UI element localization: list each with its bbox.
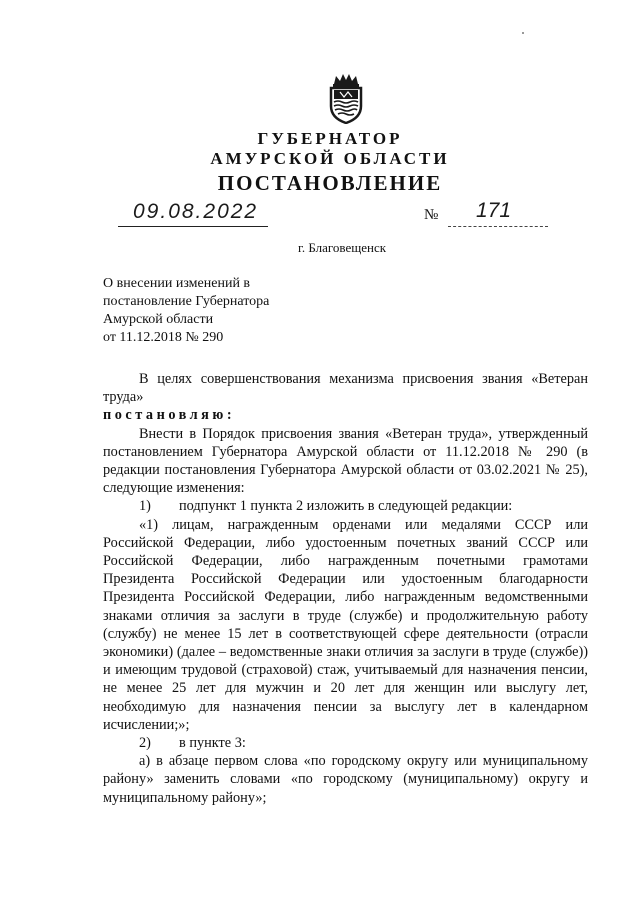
date-underline <box>118 226 268 227</box>
document-date: 09.08.2022 <box>133 200 259 223</box>
item-number: 1) <box>139 498 151 515</box>
scan-speck <box>522 32 524 34</box>
subject-line: Амурской области <box>103 312 214 327</box>
decree-word: постановляю: <box>103 407 236 424</box>
issuer-region: АМУРСКОЙ ОБЛАСТИ <box>210 149 450 168</box>
item-2 <box>103 734 588 752</box>
number-underline <box>448 226 548 227</box>
preamble: В целях совершенствования механизма присвоения звания «Ветеран труда» <box>103 371 588 406</box>
item-1 <box>103 497 588 515</box>
document-body <box>103 370 588 807</box>
item-number: 2) <box>139 735 151 752</box>
item-2a: а) в абзаце первом слова «по городскому округу или муниципальному району» заменить словами «по городскому (муниципальному) округу и муниципальному району»; <box>103 753 588 806</box>
number-sign: № <box>424 207 439 223</box>
subject-line: О внесении изменений в <box>103 276 251 291</box>
document-number: 171 <box>476 199 512 222</box>
subject-line: постановление Губернатора <box>103 294 270 309</box>
paragraph-1: Внести в Порядок присвоения звания «Ветеран труда», утвержденный постановлением Губернатора Амурской области от 11.12.2018 № 290 (в редакции постановления Губернатора Амурской области от 03.02.2021 № 25), следующие изменения: <box>103 425 588 497</box>
subject-line: от 11.12.2018 № 290 <box>103 330 224 345</box>
coat-of-arms-icon <box>326 72 366 124</box>
item-text: в пункте 3: <box>179 735 246 752</box>
issuer-title: ГУБЕРНАТОР <box>257 129 403 148</box>
issue-city: г. Благовещенск <box>297 240 387 255</box>
document-type: ПОСТАНОВЛЕНИЕ <box>217 171 443 195</box>
item-text: подпункт 1 пункта 2 изложить в следующей редакции: <box>179 498 513 515</box>
document-subject <box>103 275 269 347</box>
quoted-text: «1) лицам, награжденным орденами или медалями СССР или Российской Федерации, либо удостоенным почетных званий СССР или Российской Федерации, либо награжденным почетными грамотами Президента Российской Федерации или удостоенным благодарности Президента Российской Федерации, либо награжденным ведомственными знаками отличия за заслуги в труде (службе) и продолжительную работу (службу) не менее 15 лет в соответствующей сфере деятельности (отрасли экономики) (далее – ведомственные знаки отличия за заслуги в труде (службе)) и имеющим трудовой (страховой) стаж, учитываемый для назначения пенсии, не менее 25 лет для мужчин и 20 лет для женщин или выслугу лет, необходимую для назначения пенсии за выслугу лет в календарном исчислении;»; <box>103 516 588 733</box>
